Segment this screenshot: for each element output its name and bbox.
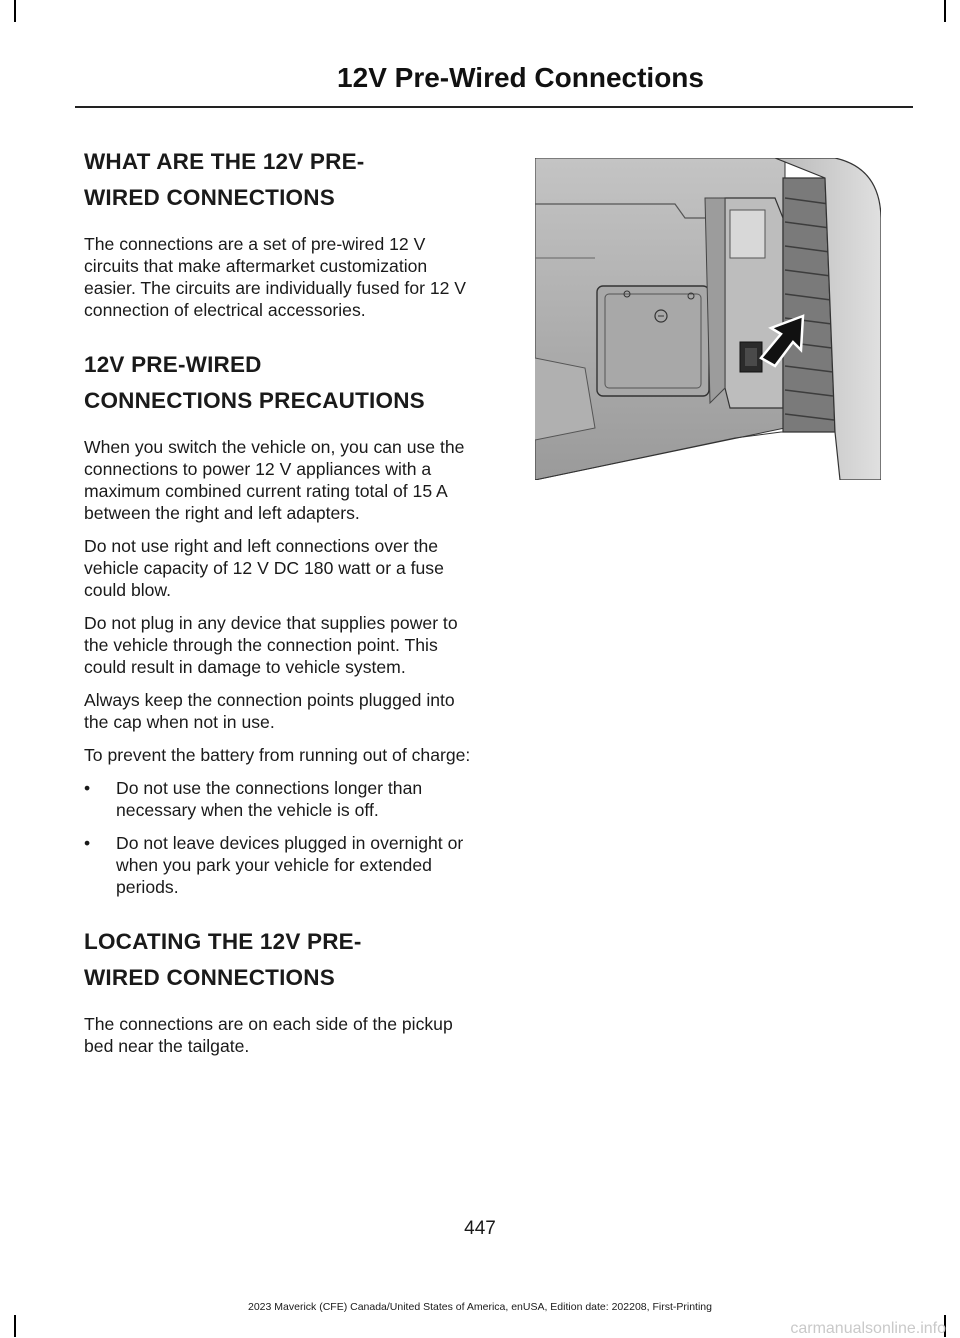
- pickup-bed-illustration: [535, 158, 881, 480]
- bullet-list: [84, 777, 478, 898]
- bullet-marker: •: [84, 778, 91, 798]
- crop-mark-top-left: [14, 0, 16, 22]
- section-heading: [84, 347, 478, 419]
- list-item-text: Do not use the connections longer than necessary when the vehicle is off.: [116, 778, 423, 820]
- list-item: [84, 832, 478, 898]
- paragraph: To prevent the battery from running out of charge:: [84, 745, 471, 765]
- heading-line: WIRED CONNECTIONS: [84, 965, 335, 990]
- crop-mark-bottom-left: [14, 1315, 16, 1337]
- paragraph: Do not plug in any device that supplies power to the vehicle through the connection point. This could result in damage to vehicle system.: [84, 613, 458, 677]
- header-rule: [75, 106, 913, 108]
- heading-line: WHAT ARE THE 12V PRE-: [84, 149, 365, 174]
- list-item: [84, 777, 478, 821]
- heading-line: LOCATING THE 12V PRE-: [84, 929, 362, 954]
- heading-line: 12V PRE-WIRED: [84, 352, 262, 377]
- paragraph: The connections are on each side of the pickup bed near the tailgate.: [84, 1014, 453, 1056]
- page-header-title: 12V Pre-Wired Connections: [337, 62, 704, 93]
- watermark-link[interactable]: carmanualsonline.info: [790, 1320, 946, 1337]
- crop-mark-top-right: [944, 0, 946, 22]
- footer-text: 2023 Maverick (CFE) Canada/United States of America, enUSA, Edition date: 202208, First-Printing: [248, 1301, 712, 1313]
- paragraph: Do not use right and left connections over the vehicle capacity of 12 V DC 180 watt or a fuse could blow.: [84, 536, 444, 600]
- page-number: 447: [464, 1218, 496, 1239]
- list-item-text: Do not leave devices plugged in overnight or when you park your vehicle for extended periods.: [116, 833, 464, 897]
- section-heading: [84, 144, 478, 216]
- section-heading: [84, 924, 478, 996]
- heading-line: CONNECTIONS PRECAUTIONS: [84, 388, 425, 413]
- paragraph: When you switch the vehicle on, you can use the connections to power 12 V appliances with a maximum combined current rating total of 15 A between the right and left adapters.: [84, 437, 465, 523]
- paragraph: Always keep the connection points plugged into the cap when not in use.: [84, 690, 455, 732]
- heading-line: WIRED CONNECTIONS: [84, 185, 335, 210]
- bullet-marker: •: [84, 833, 91, 853]
- paragraph: The connections are a set of pre-wired 12 V circuits that make aftermarket customization easier. The circuits are individually fused for 12 V connection of electrical accessories.: [84, 234, 467, 320]
- text-column: [84, 144, 478, 1057]
